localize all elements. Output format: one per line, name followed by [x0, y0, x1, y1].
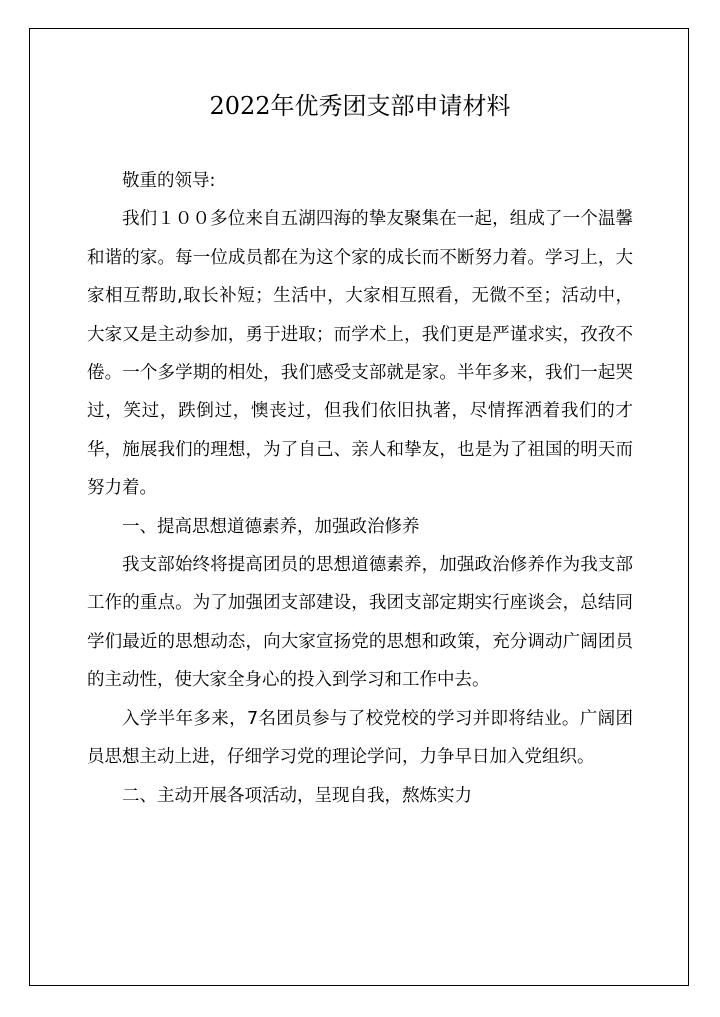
document-body	[87, 162, 633, 815]
section-heading-1: 一、提高思想道德素养，加强政治修养	[122, 516, 420, 537]
paragraph-section-1: 我支部始终将提高团员的思想道德素养，加强政治修养作为我支部工作的重点。为了加强团支部建设，我团支部定期实行座谈会，总结同学们最近的思想动态，向大家宣扬党的思想和政策，充分调动广阔团员的主动性，使大家全身心的投入到学习和工作中去。	[87, 555, 633, 691]
document-title: 2022年优秀团支部申请材料	[209, 92, 511, 120]
paragraph-intro: 我们１００多位来自五湖四海的挚友聚集在一起，组成了一个温馨和谐的家。每一位成员都在为这个家的成长而不断努力着。学习上，大家相互帮助,取长补短；生活中，大家相互照看，无微不至；活动中，大家又是主动参加，勇于进取；而学术上，我们更是严谨求实，孜孜不倦。一个多学期的相处，我们感受支部就是家。半年多来，我们一起哭过，笑过，跌倒过，懊丧过，但我们依旧执著，尽情挥洒着我们的才华，施展我们的理想，为了自己、亲人和挚友，也是为了祖国的明天而努力着。	[87, 209, 633, 499]
paragraph-party-school: 入学半年多来，7名团员参与了校党校的学习并即将结业。广阔团员思想主动上进，仔细学习党的理论学问，力争早日加入党组织。	[87, 708, 633, 768]
salutation: 敬重的领导:	[122, 171, 216, 191]
section-heading-2: 二、主动开展各项活动，呈现自我，熬炼实力	[122, 785, 472, 806]
